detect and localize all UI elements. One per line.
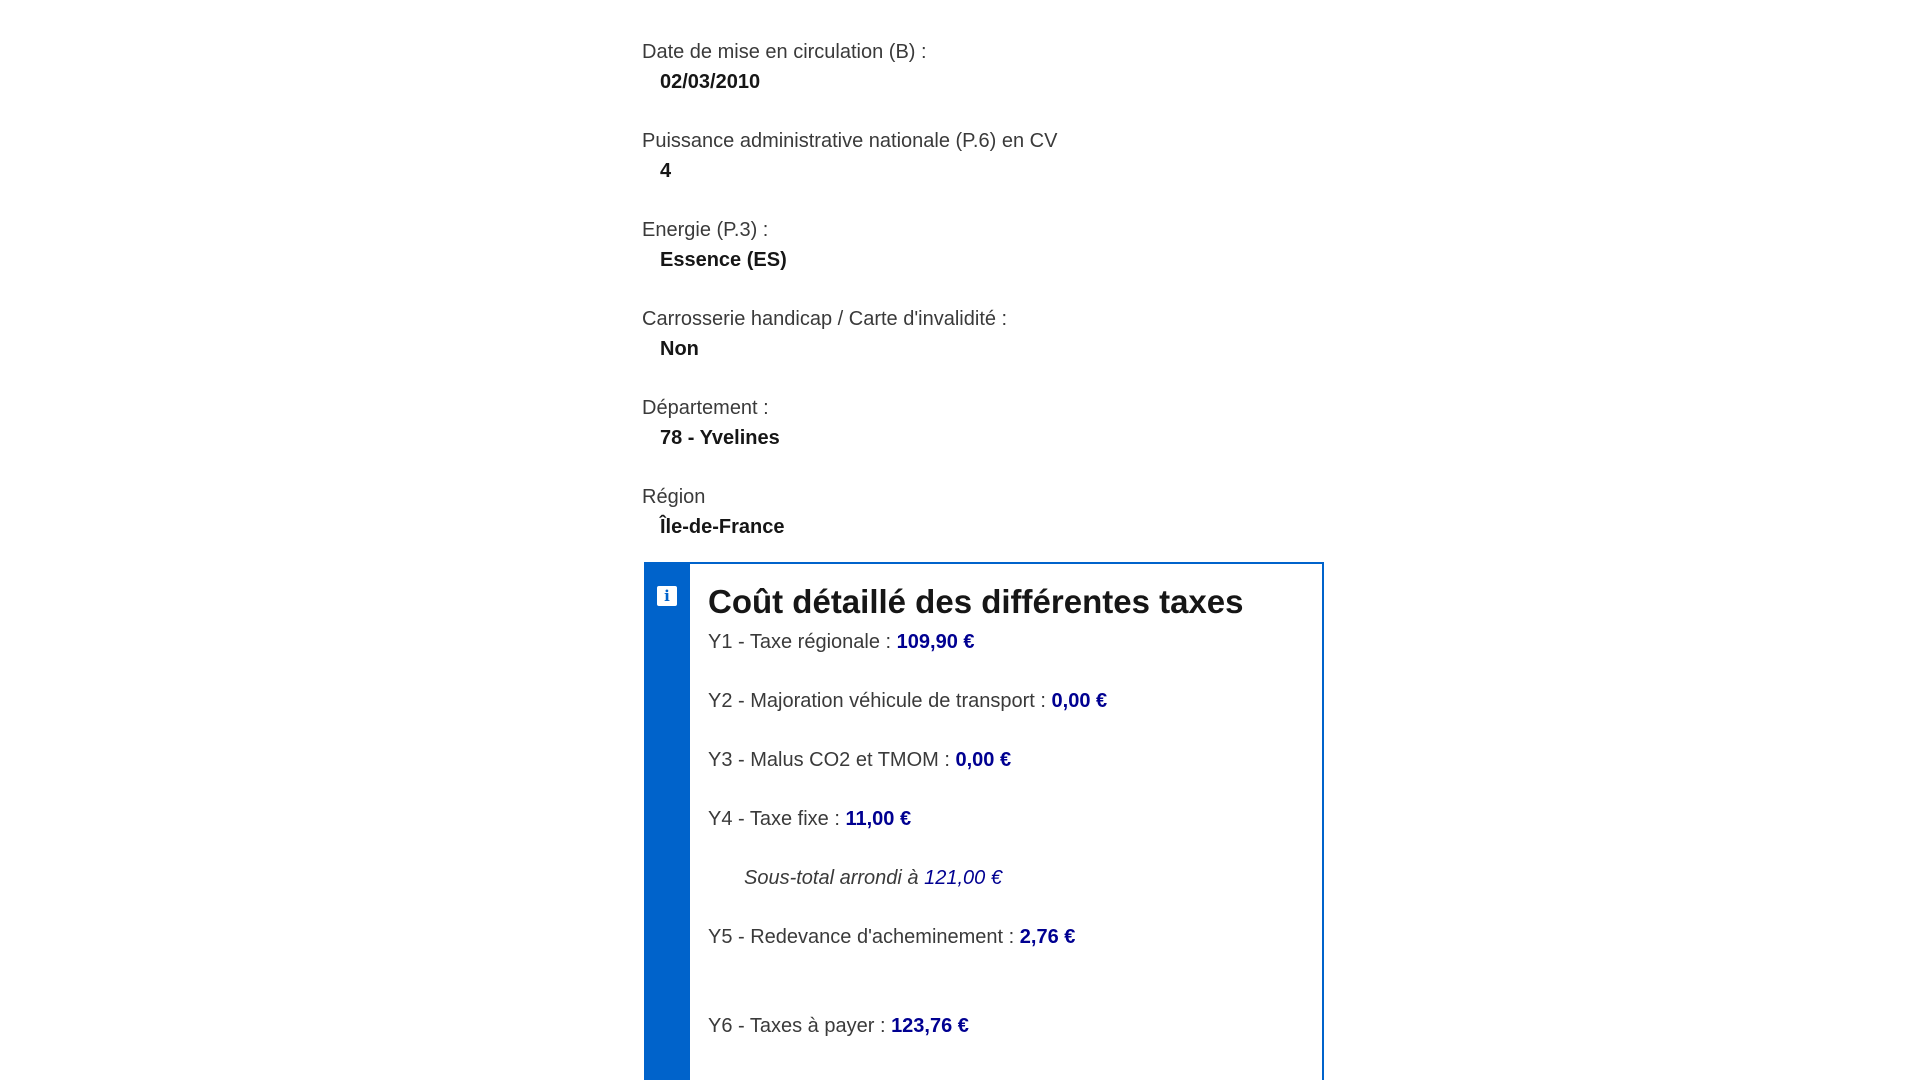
tax-line-y3 (708, 746, 1312, 774)
tax-amount: 11,00 € (845, 808, 912, 830)
tax-amount: 0,00 € (955, 749, 1012, 771)
tax-line-y4 (708, 805, 1312, 833)
tax-amount: 109,90 € (896, 631, 975, 653)
field-value: Non (660, 338, 699, 360)
tax-label: Y4 - Taxe fixe : (708, 808, 846, 830)
callout-title: Coût détaillé des différentes taxes (708, 583, 1244, 620)
tax-label: Y3 - Malus CO2 et TMOM : (708, 749, 956, 771)
tax-label: Y5 - Redevance d'acheminement : (708, 926, 1020, 948)
tax-label: Y6 - Taxes à payer : (708, 1015, 892, 1037)
callout-body (708, 582, 1312, 1040)
tax-amount: 0,00 € (1051, 690, 1108, 712)
info-icon: i (657, 586, 677, 606)
field-value: Essence (ES) (660, 249, 787, 271)
callout-accent-bar (646, 564, 690, 1080)
field-region (642, 483, 1342, 572)
field-value: 78 - Yvelines (660, 427, 780, 449)
field-value: Île-de-France (660, 516, 785, 538)
tax-line-y5 (708, 923, 1312, 951)
tax-amount: 121,00 € (924, 867, 1002, 889)
field-value: 4 (660, 160, 672, 182)
tax-line-y6 (708, 1012, 1312, 1040)
field-handicap (642, 305, 1342, 394)
tax-label: Y1 - Taxe régionale : (708, 631, 897, 653)
field-label: Département : (642, 397, 769, 419)
field-label: Date de mise en circulation (B) : (642, 41, 927, 63)
field-label: Energie (P.3) : (642, 219, 769, 241)
tax-details-callout (644, 562, 1324, 1080)
field-label: Région (642, 486, 706, 508)
tax-label: Y2 - Majoration véhicule de transport : (708, 690, 1052, 712)
tax-amount: 123,76 € (891, 1015, 969, 1037)
tax-subtotal (708, 864, 1312, 892)
field-energy (642, 216, 1342, 305)
tax-label: Sous-total arrondi à (744, 867, 925, 889)
field-fiscal-power (642, 127, 1342, 216)
field-label: Puissance administrative nationale (P.6) en CV (642, 130, 1058, 152)
vehicle-details (642, 38, 1342, 572)
tax-line-y1 (708, 628, 1312, 656)
field-department (642, 394, 1342, 483)
field-value: 02/03/2010 (660, 71, 761, 93)
tax-line-y2 (708, 687, 1312, 715)
field-label: Carrosserie handicap / Carte d'invalidité : (642, 308, 1008, 330)
tax-amount: 2,76 € (1019, 926, 1076, 948)
field-registration-date (642, 38, 1342, 127)
